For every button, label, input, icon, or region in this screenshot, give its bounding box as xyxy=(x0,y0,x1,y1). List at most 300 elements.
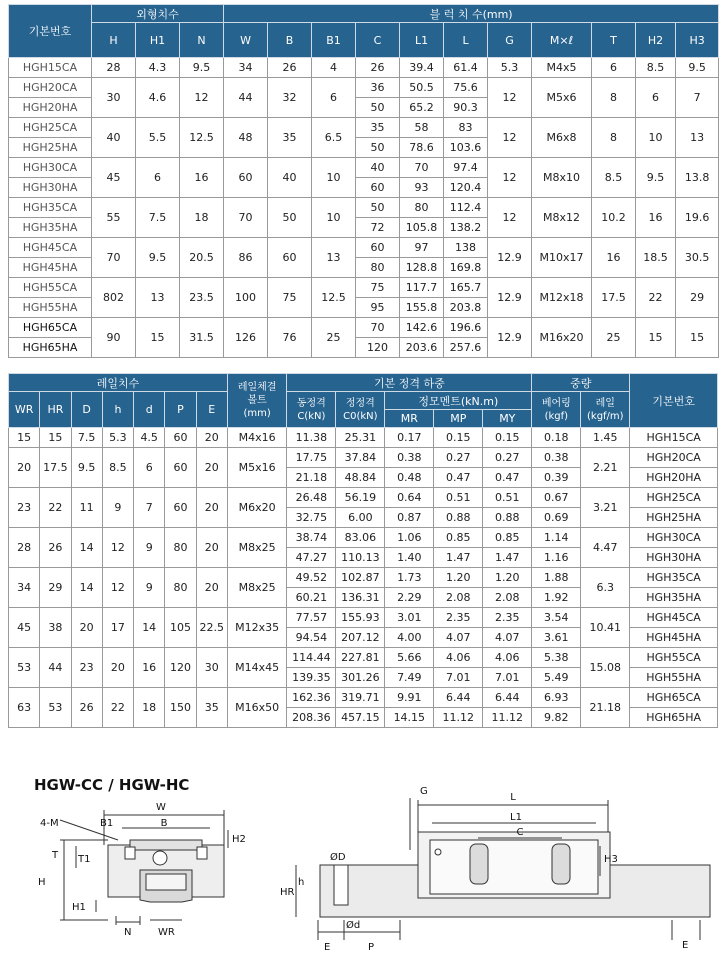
block-dimensions-table xyxy=(8,4,719,358)
table-cell: M4x5 xyxy=(532,58,592,78)
rail-table-body xyxy=(9,428,718,728)
table-row xyxy=(9,158,719,178)
table-cell: M16x20 xyxy=(532,318,592,358)
table-cell: 9.5 xyxy=(636,158,676,198)
table-cell: 0.27 xyxy=(434,448,483,468)
table-cell: 105 xyxy=(165,608,196,648)
model-cell: HGH20CA xyxy=(630,448,718,468)
table-cell: 6.44 xyxy=(483,688,532,708)
dim-HR: HR xyxy=(280,887,295,898)
table-cell: 117.7 xyxy=(400,278,444,298)
table-cell: 12.5 xyxy=(180,118,224,158)
table-cell: 0.17 xyxy=(385,428,434,448)
table-cell: 2.08 xyxy=(434,588,483,608)
table-cell: 20 xyxy=(9,448,40,488)
table-cell: 50 xyxy=(356,138,400,158)
model-cell: HGH55CA xyxy=(630,648,718,668)
model-cell: HGH35HA xyxy=(630,588,718,608)
table-cell: 15 xyxy=(9,428,40,448)
table-cell: 12 xyxy=(102,528,133,568)
rail-load-table xyxy=(8,373,718,728)
table-cell: 45 xyxy=(9,608,40,648)
model-cell: HGH30HA xyxy=(630,548,718,568)
dim-d: Ød xyxy=(346,920,361,931)
header-columns xyxy=(9,23,719,58)
table-cell: M8x12 xyxy=(532,198,592,238)
table-cell: 138 xyxy=(444,238,488,258)
table-cell: 4 xyxy=(312,58,356,78)
table-cell: 1.73 xyxy=(385,568,434,588)
table-cell: 0.85 xyxy=(483,528,532,548)
table-cell: 138.2 xyxy=(444,218,488,238)
table-cell: 53 xyxy=(40,688,71,728)
table-cell: 162.36 xyxy=(287,688,336,708)
table-cell: 7.5 xyxy=(71,428,102,448)
table-cell: 75.6 xyxy=(444,78,488,98)
table-cell: 5.38 xyxy=(532,648,581,668)
dim-D: ØD xyxy=(330,852,346,863)
header-model: 기본번호 xyxy=(630,374,718,428)
table-cell: 102.87 xyxy=(336,568,385,588)
header-col-6: C xyxy=(356,23,400,58)
table-cell: 7.5 xyxy=(136,198,180,238)
table-cell: 56.19 xyxy=(336,488,385,508)
table-cell: 155.8 xyxy=(400,298,444,318)
table-cell: 15 xyxy=(676,318,719,358)
model-cell: HGH45HA xyxy=(9,258,92,278)
table-cell: 6 xyxy=(592,58,636,78)
rail-weight-cell: 21.18 xyxy=(581,688,630,728)
table-cell: 35 xyxy=(268,118,312,158)
table-cell: 3.61 xyxy=(532,628,581,648)
table-cell: 55 xyxy=(92,198,136,238)
header-outer-dims: 외형치수 xyxy=(92,5,224,23)
dim-H2: H2 xyxy=(232,834,246,845)
table-cell: M10x17 xyxy=(532,238,592,278)
model-cell: HGH35CA xyxy=(9,198,92,218)
table-cell: 3.54 xyxy=(532,608,581,628)
table-cell: 110.13 xyxy=(336,548,385,568)
table-row xyxy=(9,118,719,138)
dim-H3: H3 xyxy=(604,854,618,865)
table-cell: 7.01 xyxy=(483,668,532,688)
table-cell: 155.93 xyxy=(336,608,385,628)
header-static-moment: 정모멘트(kN.m) xyxy=(385,392,532,410)
table-cell: 12 xyxy=(180,78,224,118)
table-cell: 13 xyxy=(676,118,719,158)
table-cell: 9 xyxy=(134,568,165,608)
model-cell: HGH20HA xyxy=(630,468,718,488)
table-cell: 6 xyxy=(136,158,180,198)
table-cell: 86 xyxy=(224,238,268,278)
table-row xyxy=(9,608,718,628)
table-cell: 6 xyxy=(134,448,165,488)
rail-weight-cell: 15.08 xyxy=(581,648,630,688)
header-col-9: G xyxy=(488,23,532,58)
table-cell: 0.51 xyxy=(434,488,483,508)
table-cell: 80 xyxy=(165,568,196,608)
table-cell: 5.5 xyxy=(136,118,180,158)
table-cell: 9.5 xyxy=(180,58,224,78)
table-cell: 60 xyxy=(165,448,196,488)
table-cell: 165.7 xyxy=(444,278,488,298)
table-cell: 60 xyxy=(165,428,196,448)
table-cell: 37.84 xyxy=(336,448,385,468)
table-cell: 23 xyxy=(9,488,40,528)
dim-H: H xyxy=(38,877,46,888)
table-cell: 18 xyxy=(134,688,165,728)
table-cell: 53 xyxy=(9,648,40,688)
table-cell: 4.3 xyxy=(136,58,180,78)
table-cell: 50 xyxy=(356,98,400,118)
table-cell: 63 xyxy=(9,688,40,728)
table-cell: 40 xyxy=(268,158,312,198)
header-load-rating: 기본 정격 하중 xyxy=(287,374,532,392)
table-cell: 0.85 xyxy=(434,528,483,548)
dim-H1: H1 xyxy=(72,902,86,913)
table-cell: 18 xyxy=(180,198,224,238)
table-cell: 94.54 xyxy=(287,628,336,648)
header-col-11: T xyxy=(592,23,636,58)
table-cell: 12.9 xyxy=(488,278,532,318)
table-cell: 9 xyxy=(102,488,133,528)
table-cell: 7.01 xyxy=(434,668,483,688)
table-cell: 30.5 xyxy=(676,238,719,278)
table-cell: 112.4 xyxy=(444,198,488,218)
table-cell: 150 xyxy=(165,688,196,728)
table-cell: 26 xyxy=(71,688,102,728)
table-cell: 48.84 xyxy=(336,468,385,488)
table-cell: 128.8 xyxy=(400,258,444,278)
table-cell: 6.44 xyxy=(434,688,483,708)
table-cell: 49.52 xyxy=(287,568,336,588)
table-cell: 61.4 xyxy=(444,58,488,78)
header-row-2 xyxy=(9,392,718,410)
table-cell: 32.75 xyxy=(287,508,336,528)
table-cell: 10.2 xyxy=(592,198,636,238)
table-cell: 319.71 xyxy=(336,688,385,708)
table-cell: 26 xyxy=(356,58,400,78)
table-cell: 9 xyxy=(134,528,165,568)
header-col-13: H3 xyxy=(676,23,719,58)
table-cell: 2.35 xyxy=(434,608,483,628)
table-cell: 17.5 xyxy=(592,278,636,318)
table-cell: 8.5 xyxy=(636,58,676,78)
table-cell: 93 xyxy=(400,178,444,198)
table-cell: 34 xyxy=(9,568,40,608)
table-cell: 0.88 xyxy=(434,508,483,528)
table-cell: 12 xyxy=(488,78,532,118)
table-cell: 32 xyxy=(268,78,312,118)
table-cell: 9.91 xyxy=(385,688,434,708)
table-cell: 4.06 xyxy=(434,648,483,668)
header-static-rating: 정정격 C0(kN) xyxy=(336,392,385,428)
table-cell: 142.6 xyxy=(400,318,444,338)
table-cell: 22 xyxy=(102,688,133,728)
table-cell: 208.36 xyxy=(287,708,336,728)
table-cell: 16 xyxy=(592,238,636,278)
table-cell: 1.14 xyxy=(532,528,581,548)
table-cell: 1.16 xyxy=(532,548,581,568)
block-table-body xyxy=(9,58,719,358)
table-cell: 7.49 xyxy=(385,668,434,688)
table-cell: 16 xyxy=(180,158,224,198)
table-row xyxy=(9,238,719,258)
table-cell: 11.38 xyxy=(287,428,336,448)
table-cell: 457.15 xyxy=(336,708,385,728)
table-cell: 100 xyxy=(224,278,268,318)
table-cell: 40 xyxy=(92,118,136,158)
table-cell: 1.92 xyxy=(532,588,581,608)
table-cell: 15 xyxy=(40,428,71,448)
table-row xyxy=(9,648,718,668)
side-view xyxy=(296,798,710,940)
model-cell: HGH45CA xyxy=(9,238,92,258)
table-row xyxy=(9,528,718,548)
model-cell: HGH45HA xyxy=(630,628,718,648)
model-cell: HGH45CA xyxy=(630,608,718,628)
table-cell: M8x10 xyxy=(532,158,592,198)
table-cell: 38.74 xyxy=(287,528,336,548)
table-cell: 2.35 xyxy=(483,608,532,628)
header-col-10: M×ℓ xyxy=(532,23,592,58)
model-cell: HGH55HA xyxy=(9,298,92,318)
dim-B1: B1 xyxy=(100,818,114,829)
table-cell: 44 xyxy=(40,648,71,688)
bolt-cell: M12x35 xyxy=(227,608,286,648)
table-cell: 17.75 xyxy=(287,448,336,468)
table-cell: 136.31 xyxy=(336,588,385,608)
dim-G: G xyxy=(420,786,428,797)
table-cell: 207.12 xyxy=(336,628,385,648)
header-rail-col-3: h xyxy=(102,392,133,428)
table-cell: 21.18 xyxy=(287,468,336,488)
table-cell: 44 xyxy=(224,78,268,118)
table-cell: 15 xyxy=(136,318,180,358)
table-cell: 0.47 xyxy=(483,468,532,488)
table-cell: 0.88 xyxy=(483,508,532,528)
dim-h: h xyxy=(298,877,305,888)
table-cell: 17 xyxy=(102,608,133,648)
table-cell: 20 xyxy=(196,448,227,488)
table-cell: 0.38 xyxy=(532,448,581,468)
table-cell: 25 xyxy=(312,318,356,358)
table-cell: 36 xyxy=(356,78,400,98)
header-moment-col-2: MY xyxy=(483,410,532,428)
table-cell: 12.9 xyxy=(488,318,532,358)
table-cell: 50 xyxy=(268,198,312,238)
table-cell: 65.2 xyxy=(400,98,444,118)
table-cell: 29 xyxy=(40,568,71,608)
table-cell: 22 xyxy=(40,488,71,528)
table-cell: 139.35 xyxy=(287,668,336,688)
table-cell: 120 xyxy=(165,648,196,688)
table-cell: M6x8 xyxy=(532,118,592,158)
table-row xyxy=(9,488,718,508)
model-cell: HGH25CA xyxy=(630,488,718,508)
table-cell: 15 xyxy=(636,318,676,358)
table-cell: 72 xyxy=(356,218,400,238)
model-cell: HGH65CA xyxy=(9,318,92,338)
table-cell: 0.48 xyxy=(385,468,434,488)
table-cell: 83 xyxy=(444,118,488,138)
header-rail-dims: 레일치수 xyxy=(9,374,228,392)
table-cell: 2.08 xyxy=(483,588,532,608)
header-rail-col-2: D xyxy=(71,392,102,428)
model-cell: HGH30CA xyxy=(630,528,718,548)
dim-L: L xyxy=(510,792,516,803)
header-moment-col-0: MR xyxy=(385,410,434,428)
table-cell: 12.5 xyxy=(312,278,356,318)
table-cell: 13 xyxy=(136,278,180,318)
table-cell: 11.12 xyxy=(434,708,483,728)
table-cell: 9.5 xyxy=(136,238,180,278)
table-row xyxy=(9,448,718,468)
table-cell: 25.31 xyxy=(336,428,385,448)
table-cell: 20 xyxy=(102,648,133,688)
table-cell: 4.06 xyxy=(483,648,532,668)
table-cell: 30 xyxy=(196,648,227,688)
table-cell: 28 xyxy=(92,58,136,78)
rail-weight-cell: 4.47 xyxy=(581,528,630,568)
table-cell: M12x18 xyxy=(532,278,592,318)
table-cell: 26 xyxy=(40,528,71,568)
table-cell: 97 xyxy=(400,238,444,258)
table-cell: 4.5 xyxy=(134,428,165,448)
bolt-cell: M4x16 xyxy=(227,428,286,448)
table-cell: 0.47 xyxy=(434,468,483,488)
table-cell: 20 xyxy=(196,488,227,528)
table-cell: 17.5 xyxy=(40,448,71,488)
table-cell: 0.69 xyxy=(532,508,581,528)
table-cell: 60 xyxy=(356,178,400,198)
table-cell: 90.3 xyxy=(444,98,488,118)
table-cell: 48 xyxy=(224,118,268,158)
header-rail-bolt: 레일체결 볼트 (mm) xyxy=(227,374,286,428)
dim-E-right: E xyxy=(682,940,689,951)
table-cell: 12.9 xyxy=(488,238,532,278)
model-cell: HGH15CA xyxy=(9,58,92,78)
table-cell: 6 xyxy=(312,78,356,118)
table-cell: 5.66 xyxy=(385,648,434,668)
table-cell: 60 xyxy=(268,238,312,278)
technical-drawing xyxy=(0,770,728,959)
table-cell: 4.07 xyxy=(434,628,483,648)
table-cell: 22 xyxy=(636,278,676,318)
table-cell: 16 xyxy=(636,198,676,238)
table-cell: 4.6 xyxy=(136,78,180,118)
table-cell: 14 xyxy=(71,528,102,568)
table-cell: 28 xyxy=(9,528,40,568)
table-cell: 8 xyxy=(592,78,636,118)
table-cell: 97.4 xyxy=(444,158,488,178)
table-cell: 50 xyxy=(356,198,400,218)
table-cell: 4.00 xyxy=(385,628,434,648)
table-cell: 0.67 xyxy=(532,488,581,508)
table-cell: 30 xyxy=(92,78,136,118)
table-cell: 103.6 xyxy=(444,138,488,158)
table-cell: 35 xyxy=(196,688,227,728)
model-cell: HGH20CA xyxy=(9,78,92,98)
model-cell: HGH30CA xyxy=(9,158,92,178)
table-cell: 5.49 xyxy=(532,668,581,688)
table-cell: 227.81 xyxy=(336,648,385,668)
table-cell: 58 xyxy=(400,118,444,138)
table-cell: 257.6 xyxy=(444,338,488,358)
table-cell: 105.8 xyxy=(400,218,444,238)
header-col-5: B1 xyxy=(312,23,356,58)
table-cell: 0.64 xyxy=(385,488,434,508)
rail-weight-cell: 1.45 xyxy=(581,428,630,448)
model-cell: HGH20HA xyxy=(9,98,92,118)
table-cell: 1.47 xyxy=(434,548,483,568)
table-cell: 6.00 xyxy=(336,508,385,528)
table-cell: 13.8 xyxy=(676,158,719,198)
header-dynamic-rating: 동정격 C(kN) xyxy=(287,392,336,428)
table-row xyxy=(9,78,719,98)
table-cell: 114.44 xyxy=(287,648,336,668)
table-cell: 1.06 xyxy=(385,528,434,548)
table-cell: 8.5 xyxy=(102,448,133,488)
header-rail-col-4: d xyxy=(134,392,165,428)
table-row xyxy=(9,278,719,298)
table-row xyxy=(9,688,718,708)
rail-weight-cell: 3.21 xyxy=(581,488,630,528)
header-col-1: H1 xyxy=(136,23,180,58)
table-cell: 10 xyxy=(636,118,676,158)
table-cell: 45 xyxy=(92,158,136,198)
table-cell: 1.20 xyxy=(483,568,532,588)
table-cell: 90 xyxy=(92,318,136,358)
table-cell: 14 xyxy=(71,568,102,608)
table-cell: 0.39 xyxy=(532,468,581,488)
header-col-4: B xyxy=(268,23,312,58)
table-cell: 60.21 xyxy=(287,588,336,608)
table-cell: 120.4 xyxy=(444,178,488,198)
table-cell: 0.18 xyxy=(532,428,581,448)
table-row xyxy=(9,58,719,78)
table-cell: 80 xyxy=(400,198,444,218)
model-cell: HGH55HA xyxy=(630,668,718,688)
table-cell: 120 xyxy=(356,338,400,358)
table-cell: 16 xyxy=(134,648,165,688)
dim-L1: L1 xyxy=(510,812,522,823)
table-cell: 70 xyxy=(224,198,268,238)
table-cell: 29 xyxy=(676,278,719,318)
table-cell: 20 xyxy=(71,608,102,648)
table-cell: 25 xyxy=(592,318,636,358)
table-cell: 70 xyxy=(356,318,400,338)
table-cell: 26.48 xyxy=(287,488,336,508)
table-cell: 47.27 xyxy=(287,548,336,568)
table-cell: 38 xyxy=(40,608,71,648)
header-rail-col-0: WR xyxy=(9,392,40,428)
table-cell: 20 xyxy=(196,568,227,608)
table-cell: 0.51 xyxy=(483,488,532,508)
table-cell: 39.4 xyxy=(400,58,444,78)
table-cell: 1.20 xyxy=(434,568,483,588)
table-cell: 7 xyxy=(676,78,719,118)
table-cell: 7 xyxy=(134,488,165,528)
table-cell: 5.3 xyxy=(488,58,532,78)
bolt-cell: M16x50 xyxy=(227,688,286,728)
table-cell: 203.8 xyxy=(444,298,488,318)
dim-T: T xyxy=(52,850,59,861)
table-cell: 35 xyxy=(356,118,400,138)
table-cell: 9.82 xyxy=(532,708,581,728)
dim-P: P xyxy=(368,942,375,953)
table-cell: 4.07 xyxy=(483,628,532,648)
